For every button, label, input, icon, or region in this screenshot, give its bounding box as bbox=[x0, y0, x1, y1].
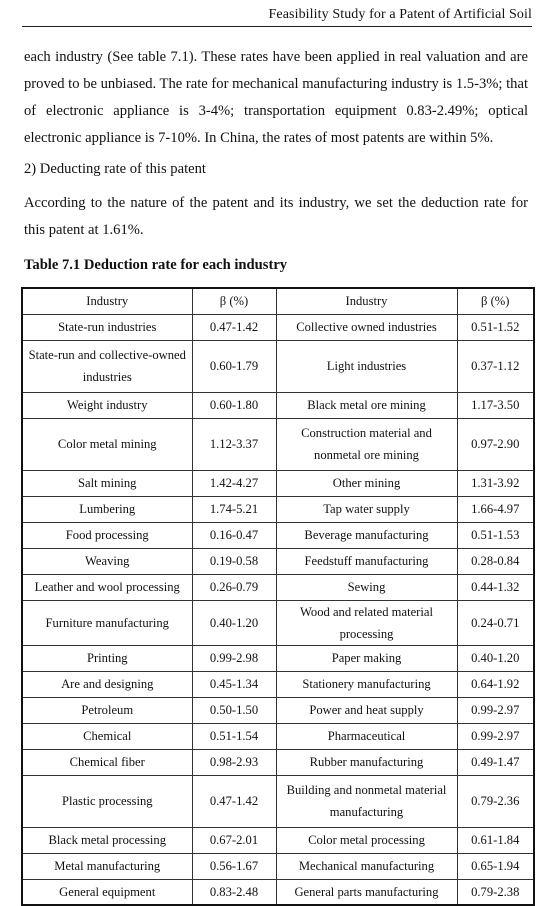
beta-left-cell: 0.51-1.54 bbox=[192, 723, 276, 749]
deduction-rate-table bbox=[21, 287, 535, 906]
beta-right-cell: 0.51-1.52 bbox=[457, 314, 534, 340]
industry-left-cell: Furniture manufacturing bbox=[22, 600, 192, 645]
industry-left-cell: Weaving bbox=[22, 548, 192, 574]
industry-left-cell: Black metal processing bbox=[22, 827, 192, 853]
table-row bbox=[22, 496, 534, 522]
industry-left-cell: Lumbering bbox=[22, 496, 192, 522]
industry-left-cell: Salt mining bbox=[22, 470, 192, 496]
running-header-title: Feasibility Study for a Patent of Artificial Soil bbox=[268, 7, 532, 22]
beta-left-cell: 0.98-2.93 bbox=[192, 749, 276, 775]
beta-right-cell: 0.97-2.90 bbox=[457, 418, 534, 470]
industry-right-cell: Other mining bbox=[276, 470, 457, 496]
deduction-rate-table-wrapper bbox=[21, 287, 533, 906]
table-row bbox=[22, 574, 534, 600]
table-row bbox=[22, 827, 534, 853]
body-paragraph-deduction: According to the nature of the patent and its industry, we set the deduction rate for this patent at 1.61%. bbox=[24, 195, 528, 238]
table-row bbox=[22, 697, 534, 723]
industry-right-cell: Rubber manufacturing bbox=[276, 749, 457, 775]
table-row bbox=[22, 418, 534, 470]
industry-left-cell: Weight industry bbox=[22, 392, 192, 418]
industry-right-cell: Light industries bbox=[276, 340, 457, 392]
beta-left-cell: 1.12-3.37 bbox=[192, 418, 276, 470]
beta-right-cell: 0.65-1.94 bbox=[457, 853, 534, 879]
header-beta-right: β (%) bbox=[457, 288, 534, 314]
industry-left-cell: General equipment bbox=[22, 879, 192, 905]
body-paragraph-rates: each industry (See table 7.1). These rates have been applied in real valuation and are proved to be unbiased. The rate for mechanical manufacturing industry is 1.5-3%; that of electronic appliance is 3-4%; transportation equipment 0.83-2.49%; optical electronic appliance is 7-10%. In China, the rates of most patents are within 5%. bbox=[24, 49, 528, 146]
industry-right-cell: Paper making bbox=[276, 645, 457, 671]
beta-left-cell: 1.42-4.27 bbox=[192, 470, 276, 496]
beta-right-cell: 0.28-0.84 bbox=[457, 548, 534, 574]
table-header-row bbox=[22, 288, 534, 314]
industry-left-cell: Are and designing bbox=[22, 671, 192, 697]
beta-right-cell: 0.79-2.36 bbox=[457, 775, 534, 827]
industry-right-cell: Beverage manufacturing bbox=[276, 522, 457, 548]
industry-left-cell: Chemical fiber bbox=[22, 749, 192, 775]
industry-left-cell: State-run industries bbox=[22, 314, 192, 340]
industry-right-cell: Stationery manufacturing bbox=[276, 671, 457, 697]
header-industry-left: Industry bbox=[22, 288, 192, 314]
industry-left-cell: Petroleum bbox=[22, 697, 192, 723]
industry-right-cell: Collective owned industries bbox=[276, 314, 457, 340]
table-row bbox=[22, 853, 534, 879]
beta-left-cell: 0.56-1.67 bbox=[192, 853, 276, 879]
industry-right-cell: Color metal processing bbox=[276, 827, 457, 853]
industry-right-cell: Power and heat supply bbox=[276, 697, 457, 723]
beta-left-cell: 0.26-0.79 bbox=[192, 574, 276, 600]
beta-right-cell: 0.37-1.12 bbox=[457, 340, 534, 392]
header-industry-right: Industry bbox=[276, 288, 457, 314]
table-row bbox=[22, 314, 534, 340]
table-row bbox=[22, 600, 534, 645]
running-header bbox=[22, 6, 532, 27]
industry-left-cell: Printing bbox=[22, 645, 192, 671]
industry-right-cell: General parts manufacturing bbox=[276, 879, 457, 905]
beta-left-cell: 0.60-1.80 bbox=[192, 392, 276, 418]
beta-right-cell: 0.51-1.53 bbox=[457, 522, 534, 548]
table-row bbox=[22, 879, 534, 905]
industry-right-cell: Wood and related material processing bbox=[276, 600, 457, 645]
table-row bbox=[22, 522, 534, 548]
beta-left-cell: 0.19-0.58 bbox=[192, 548, 276, 574]
beta-left-cell: 0.67-2.01 bbox=[192, 827, 276, 853]
beta-right-cell: 0.24-0.71 bbox=[457, 600, 534, 645]
table-row bbox=[22, 671, 534, 697]
industry-right-cell: Sewing bbox=[276, 574, 457, 600]
beta-right-cell: 1.31-3.92 bbox=[457, 470, 534, 496]
beta-left-cell: 0.47-1.42 bbox=[192, 314, 276, 340]
industry-right-cell: Black metal ore mining bbox=[276, 392, 457, 418]
beta-right-cell: 0.79-2.38 bbox=[457, 879, 534, 905]
table-body bbox=[22, 314, 534, 905]
industry-left-cell: Chemical bbox=[22, 723, 192, 749]
table-row bbox=[22, 392, 534, 418]
table-row bbox=[22, 340, 534, 392]
beta-left-cell: 0.50-1.50 bbox=[192, 697, 276, 723]
industry-right-cell: Pharmaceutical bbox=[276, 723, 457, 749]
industry-right-cell: Mechanical manufacturing bbox=[276, 853, 457, 879]
beta-right-cell: 0.99-2.97 bbox=[457, 697, 534, 723]
beta-left-cell: 0.83-2.48 bbox=[192, 879, 276, 905]
industry-left-cell: Color metal mining bbox=[22, 418, 192, 470]
beta-right-cell: 0.61-1.84 bbox=[457, 827, 534, 853]
industry-left-cell: Metal manufacturing bbox=[22, 853, 192, 879]
industry-right-cell: Building and nonmetal material manufacturing bbox=[276, 775, 457, 827]
table-caption: Table 7.1 Deduction rate for each industry bbox=[24, 257, 288, 273]
table-row bbox=[22, 645, 534, 671]
industry-right-cell: Construction material and nonmetal ore mining bbox=[276, 418, 457, 470]
beta-left-cell: 0.45-1.34 bbox=[192, 671, 276, 697]
section-heading: 2) Deducting rate of this patent bbox=[24, 161, 206, 177]
industry-left-cell: State-run and collective-owned industries bbox=[22, 340, 192, 392]
industry-left-cell: Plastic processing bbox=[22, 775, 192, 827]
beta-left-cell: 0.40-1.20 bbox=[192, 600, 276, 645]
beta-left-cell: 1.74-5.21 bbox=[192, 496, 276, 522]
table-row bbox=[22, 775, 534, 827]
beta-left-cell: 0.99-2.98 bbox=[192, 645, 276, 671]
beta-right-cell: 1.17-3.50 bbox=[457, 392, 534, 418]
beta-left-cell: 0.47-1.42 bbox=[192, 775, 276, 827]
industry-left-cell: Leather and wool processing bbox=[22, 574, 192, 600]
beta-right-cell: 0.40-1.20 bbox=[457, 645, 534, 671]
beta-right-cell: 0.99-2.97 bbox=[457, 723, 534, 749]
beta-right-cell: 1.66-4.97 bbox=[457, 496, 534, 522]
industry-right-cell: Feedstuff manufacturing bbox=[276, 548, 457, 574]
beta-right-cell: 0.49-1.47 bbox=[457, 749, 534, 775]
header-beta-left: β (%) bbox=[192, 288, 276, 314]
table-row bbox=[22, 548, 534, 574]
industry-left-cell: Food processing bbox=[22, 522, 192, 548]
beta-right-cell: 0.64-1.92 bbox=[457, 671, 534, 697]
table-row bbox=[22, 723, 534, 749]
industry-right-cell: Tap water supply bbox=[276, 496, 457, 522]
table-row bbox=[22, 749, 534, 775]
beta-right-cell: 0.44-1.32 bbox=[457, 574, 534, 600]
beta-left-cell: 0.60-1.79 bbox=[192, 340, 276, 392]
beta-left-cell: 0.16-0.47 bbox=[192, 522, 276, 548]
table-row bbox=[22, 470, 534, 496]
